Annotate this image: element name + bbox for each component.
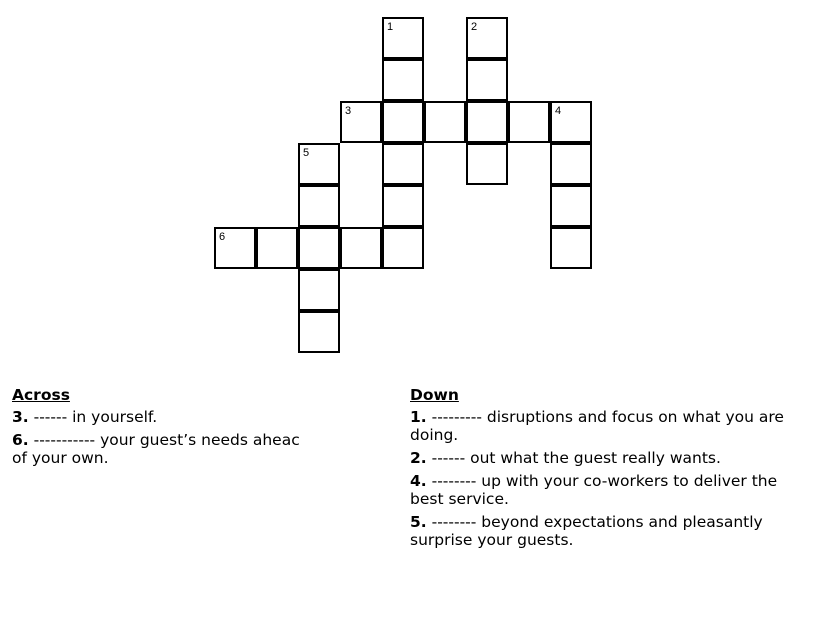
crossword-cell[interactable] xyxy=(382,59,424,101)
crossword-cell[interactable] xyxy=(466,143,508,185)
crossword-cell[interactable] xyxy=(256,227,298,269)
clue-text: ------ in yourself. xyxy=(28,408,158,426)
cell-number: 2 xyxy=(471,21,478,33)
down-clues xyxy=(410,386,805,554)
crossword-cell[interactable] xyxy=(382,185,424,227)
across-clue-6 xyxy=(12,431,398,467)
crossword-cell[interactable] xyxy=(298,269,340,311)
cell-number: 6 xyxy=(219,231,226,243)
crossword-cell[interactable] xyxy=(298,311,340,353)
down-clue-5 xyxy=(410,513,805,549)
crossword-cell[interactable] xyxy=(298,185,340,227)
across-clue-3 xyxy=(12,408,398,426)
cell-number: 1 xyxy=(387,21,394,33)
clue-text: ----------- your guest’s needs aheac xyxy=(28,431,300,449)
crossword-cell[interactable] xyxy=(466,101,508,143)
crossword-cell[interactable] xyxy=(214,227,256,269)
down-clue-2 xyxy=(410,449,805,467)
crossword-cell[interactable] xyxy=(382,227,424,269)
across-clues xyxy=(12,386,398,472)
crossword-cell[interactable] xyxy=(466,17,508,59)
clue-number: 3. xyxy=(12,408,29,426)
clue-number: 6. xyxy=(12,431,29,449)
crossword-cell[interactable] xyxy=(508,101,550,143)
down-heading: Down xyxy=(410,386,459,404)
clue-number: 2. xyxy=(410,449,427,467)
cell-number: 4 xyxy=(555,105,562,117)
down-clue-4 xyxy=(410,472,805,508)
across-heading: Across xyxy=(12,386,70,404)
crossword-cell[interactable] xyxy=(382,101,424,143)
down-clue-1 xyxy=(410,408,805,444)
crossword-cell[interactable] xyxy=(550,101,592,143)
crossword-cell[interactable] xyxy=(424,101,466,143)
crossword-cell[interactable] xyxy=(466,59,508,101)
clue-number: 5. xyxy=(410,513,427,531)
crossword-cell[interactable] xyxy=(340,101,382,143)
clue-number: 1. xyxy=(410,408,427,426)
crossword-cell[interactable] xyxy=(382,143,424,185)
clue-text: --------- disruptions and focus on what you are doing. xyxy=(410,408,784,444)
crossword-cell[interactable] xyxy=(340,227,382,269)
crossword-cell[interactable] xyxy=(550,227,592,269)
clue-text: -------- beyond expectations and pleasantly surprise your guests. xyxy=(410,513,763,549)
crossword-cell[interactable] xyxy=(550,185,592,227)
cell-number: 5 xyxy=(303,147,310,159)
crossword-cell[interactable] xyxy=(298,227,340,269)
crossword-cell[interactable] xyxy=(382,17,424,59)
clue-text: -------- up with your co-workers to deliver the best service. xyxy=(410,472,778,508)
clue-line: of your own. xyxy=(12,449,109,467)
crossword-cell[interactable] xyxy=(298,143,340,185)
crossword-cell[interactable] xyxy=(550,143,592,185)
cell-number: 3 xyxy=(345,105,352,117)
clue-line xyxy=(12,431,398,449)
clue-number: 4. xyxy=(410,472,427,490)
clue-text: ------ out what the guest really wants. xyxy=(426,449,721,467)
